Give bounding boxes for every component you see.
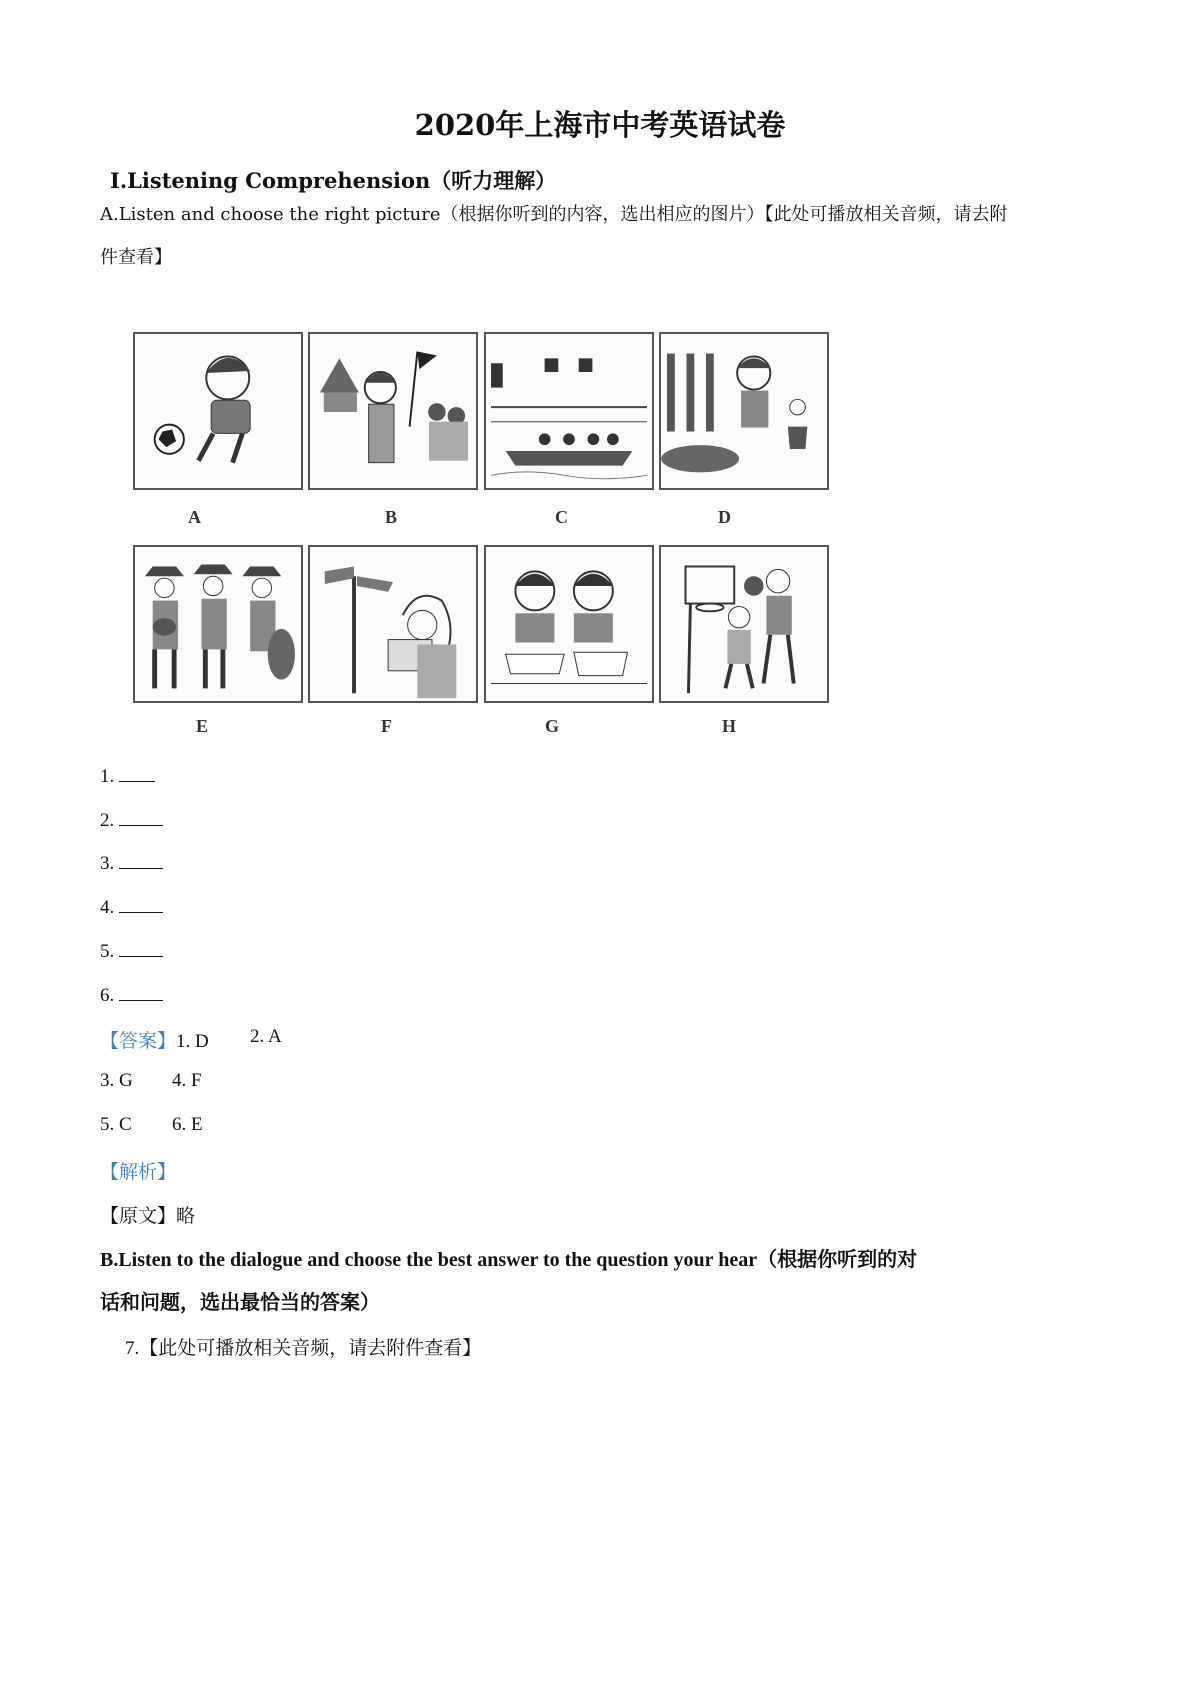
girl-signpost-map-icon (310, 547, 476, 701)
picture-label: G (545, 716, 560, 736)
picture-h (659, 545, 829, 703)
picture-g (484, 545, 654, 703)
answer-blank[interactable] (119, 986, 163, 1001)
question-number: 4. (100, 897, 115, 918)
answer-blank[interactable] (119, 898, 163, 913)
picture-c (484, 332, 654, 490)
picture-d (659, 332, 829, 490)
picture-f (308, 545, 478, 703)
question-4 (100, 897, 163, 919)
answer-item: 1. D (176, 1031, 209, 1052)
question-5 (100, 941, 163, 963)
picture-label: C (555, 507, 568, 527)
picture-label: E (196, 716, 209, 736)
picture-label: B (385, 507, 398, 527)
picture-label: D (718, 507, 731, 527)
answer-tag: 【答案】 (100, 1031, 177, 1052)
picture-label: F (381, 716, 392, 736)
boy-soccer-ball-icon (135, 334, 301, 488)
part-a-instruction: A.Listen and choose the right picture（根据你听到的内容，选出相应的图片）【此处可播放相关音频，请去附 (100, 204, 1008, 225)
answer-item: 2. A (250, 1026, 282, 1047)
picture-a (133, 332, 303, 490)
answer-item: 4. F (172, 1070, 202, 1091)
original-text: 略 (176, 1206, 196, 1227)
answer-item: 3. G (100, 1070, 133, 1091)
cowboy-band-icon (135, 547, 301, 701)
dragon-boat-race-icon (486, 334, 652, 488)
question-number: 2. (100, 810, 115, 831)
question-7: 7.【此处可播放相关音频，请去附件查看】 (125, 1338, 482, 1359)
page-title: 2020年上海市中考英语试卷 (414, 108, 786, 142)
answer-item: 5. C (100, 1114, 132, 1135)
tour-guide-flag-icon (310, 334, 476, 488)
part-b-heading: B.Listen to the dialogue and choose the best answer to the question your hear（根据你听到的对 (100, 1249, 918, 1271)
answer-blank[interactable] (119, 811, 163, 826)
picture-b (308, 332, 478, 490)
question-number: 1. (100, 766, 115, 787)
answer-blank[interactable] (119, 942, 163, 957)
picture-label: H (722, 716, 737, 736)
part-b-heading-cont: 话和问题，选出最恰当的答案） (100, 1292, 380, 1314)
boys-basketball-icon (661, 547, 827, 701)
picture-e (133, 545, 303, 703)
girl-gardening-icon (661, 334, 827, 488)
original-tag: 【原文】 (100, 1206, 177, 1227)
question-number: 5. (100, 941, 115, 962)
question-3 (100, 853, 163, 875)
section-heading-listening: Ⅰ.Listening Comprehension（听力理解） (110, 168, 557, 193)
original-text-line (100, 1201, 195, 1228)
picture-label: A (188, 507, 201, 527)
question-2 (100, 810, 163, 832)
analysis-tag: 【解析】 (100, 1162, 177, 1183)
question-1 (100, 766, 155, 788)
answer-blank[interactable] (119, 854, 163, 869)
answer-blank[interactable] (119, 767, 155, 782)
answer-item: 6. E (172, 1114, 203, 1135)
answer-line-1 (100, 1026, 209, 1053)
part-a-instruction-cont: 件查看】 (100, 247, 172, 268)
students-studying-icon (486, 547, 652, 701)
question-number: 3. (100, 853, 115, 874)
question-6 (100, 985, 163, 1007)
question-number: 6. (100, 985, 115, 1006)
